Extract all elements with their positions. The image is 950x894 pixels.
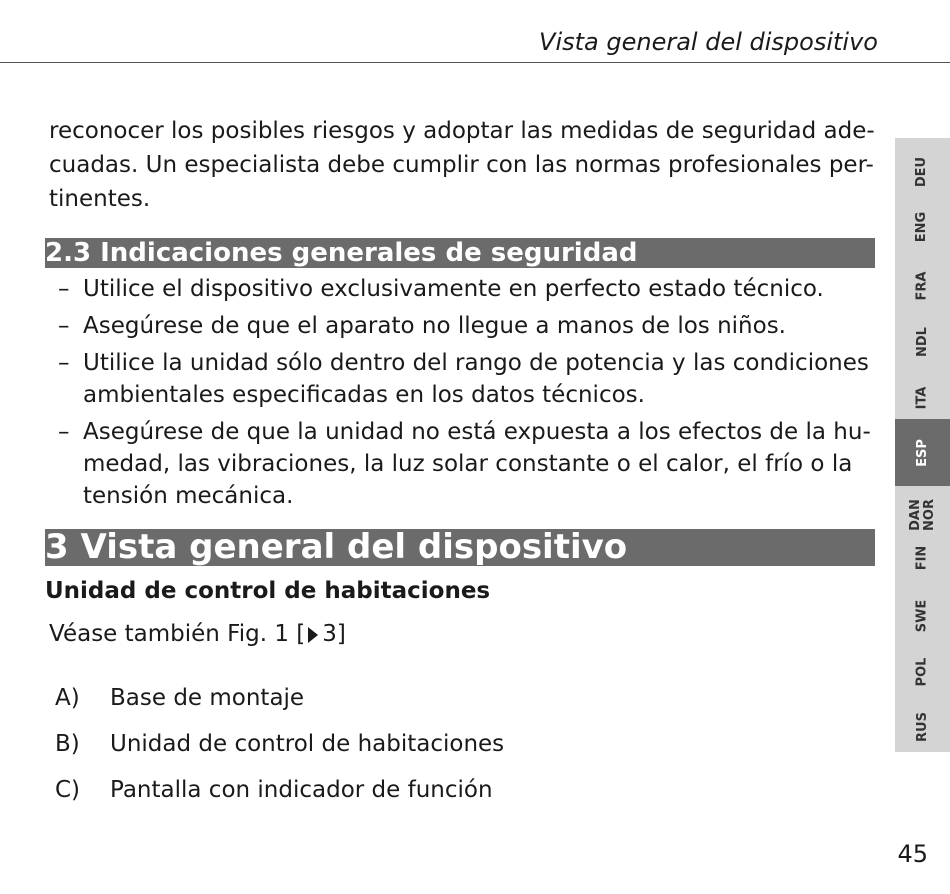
header-title: Vista general del dispositivo <box>539 28 878 56</box>
dash-bullet: – <box>58 350 70 376</box>
item-letter: A) <box>55 685 80 711</box>
dash-bullet: – <box>58 276 70 302</box>
language-label: FRA <box>914 271 930 300</box>
language-label: DEU <box>914 156 930 187</box>
text-line: cuadas. Un especialista debe cumplir con las normas profesionales per- <box>49 152 874 178</box>
item-letter: C) <box>55 777 81 803</box>
see-also-page[interactable]: 3 <box>322 621 337 647</box>
page-header <box>0 0 950 63</box>
section-heading-2-3: 2.3 Indicaciones generales de seguridad <box>45 238 875 268</box>
safety-list <box>58 273 878 517</box>
dash-bullet: – <box>58 419 70 445</box>
text-line: Asegúrese de que el aparato no llegue a manos de los niños. <box>83 313 786 339</box>
language-label: RUS <box>914 711 930 742</box>
item-letter: B) <box>55 731 80 757</box>
parts-list <box>55 682 504 820</box>
language-label: FIN <box>914 545 930 570</box>
text-line: ambientales especificadas en los datos técnicos. <box>83 382 645 408</box>
list-item <box>58 310 878 342</box>
list-item <box>58 273 878 305</box>
language-label: ENG <box>914 211 930 242</box>
language-tab-fin[interactable] <box>895 524 950 591</box>
item-label: Unidad de control de habitaciones <box>110 731 505 757</box>
list-item <box>58 347 878 411</box>
text-line: reconocer los posibles riesgos y adoptar las medidas de seguridad ade- <box>49 118 875 144</box>
language-label: ITA <box>914 386 930 409</box>
list-item <box>55 728 504 774</box>
see-also-prefix: Véase también Fig. 1 [ <box>49 621 306 647</box>
item-label: Base de montaje <box>110 685 305 711</box>
dash-bullet: – <box>58 313 70 339</box>
language-label: NDL <box>914 326 930 357</box>
list-item <box>55 682 504 728</box>
see-also-reference <box>49 621 346 647</box>
language-tab-esp[interactable] <box>895 419 950 486</box>
text-line: Utilice la unidad sólo dentro del rango de potencia y las condiciones <box>83 350 869 376</box>
text-line: medad, las vibraciones, la luz solar constante o el calor, el frío o la <box>83 451 853 477</box>
language-tab-eng[interactable] <box>895 193 950 260</box>
item-label: Pantalla con indicador de función <box>110 777 493 803</box>
text-line: tinentes. <box>49 186 151 212</box>
section-heading-3: 3 Vista general del dispositivo <box>45 529 875 566</box>
language-label: ESP <box>914 438 930 467</box>
intro-paragraph <box>49 114 879 216</box>
language-tab-bar <box>895 138 950 752</box>
language-tab-rus[interactable] <box>895 693 950 760</box>
language-label: POL <box>914 657 930 686</box>
list-item <box>55 774 504 820</box>
list-item <box>58 416 878 512</box>
text-line: Utilice el dispositivo exclusivamente en perfecto estado técnico. <box>83 276 824 302</box>
see-also-suffix: ] <box>336 621 346 647</box>
text-line: Asegúrese de que la unidad no está expuesta a los efectos de la hu- <box>83 419 871 445</box>
triangle-right-icon <box>308 627 318 643</box>
text-line: tensión mecánica. <box>83 483 294 509</box>
language-label: NOR <box>921 498 937 531</box>
language-label: SWE <box>914 599 930 632</box>
subheading: Unidad de control de habitaciones <box>45 578 491 604</box>
language-label: DAN <box>907 498 923 531</box>
page-number: 45 <box>897 840 928 868</box>
